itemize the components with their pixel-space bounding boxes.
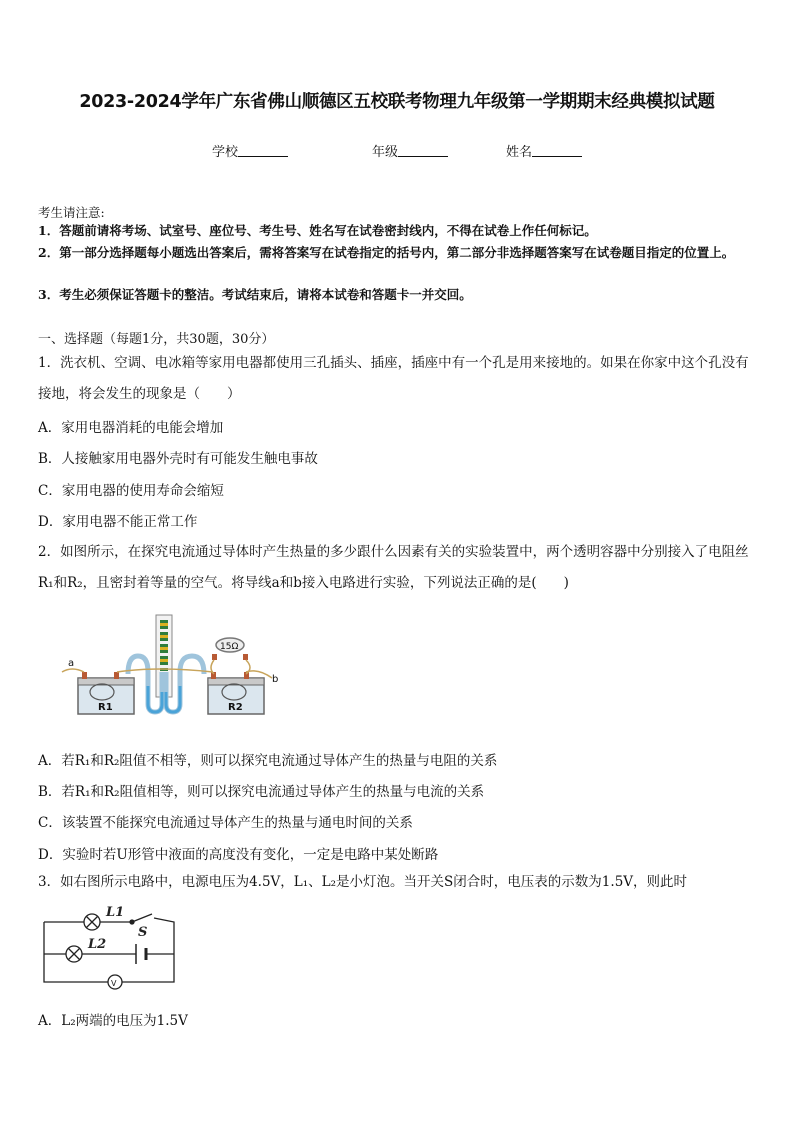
notice-heading: 考生请注意: [38,205,105,220]
grade-blank[interactable] [398,144,448,157]
notice-item-2: 2．第一部分选择题每小题选出答案后，需将答案写在试卷指定的括号内，第二部分非选择题答案写在试卷题目指定的位置上。 [38,245,735,260]
school-blank[interactable] [238,144,288,157]
question-2-option-c[interactable]: C．该装置不能探究电流通过导体产生的热量与通电时间的关系 [38,815,413,831]
question-1-stem: 1．洗衣机、空调、电冰箱等家用电器都使用三孔插头、插座，插座中有一个孔是用来接地的。如果在你家中这个孔没有接地，将会发生的现象是（ ） [38,355,749,402]
name-field[interactable] [506,141,582,160]
joule-heating-apparatus-figure [58,612,290,720]
question-2-stem: 2．如图所示，在探究电流通过导体时产生热量的多少跟什么因素有关的实验装置中，两个透明容器中分别接入了电阻丝R₁和R₂，且密封着等量的空气。将导线a和b接入电路进行实验，下列说法正确的是( ) [38,544,749,591]
question-1-option-c[interactable]: C．家用电器的使用寿命会缩短 [38,483,224,499]
question-1-option-b[interactable]: B．人接触家用电器外壳时有可能发生触电事故 [38,451,318,467]
wire-a-label: a [68,658,75,669]
question-2-option-b[interactable]: B．若R₁和R₂阻值相等，则可以探究电流通过导体产生的热量与电流的关系 [38,784,485,800]
series-circuit-figure [38,904,180,996]
voltmeter-label: V [111,979,117,988]
section-heading: 一、选择题（每题1分，共30题，30分） [38,332,275,347]
school-label: 学校 [212,145,239,160]
page-title: 2023-2024学年广东省佛山顺德区五校联考物理九年级第一学期期末经典模拟试题 [79,92,715,112]
resistor-r1-label: R1 [98,702,113,713]
question-2-option-a[interactable]: A．若R₁和R₂阻值不相等，则可以探究电流通过导体产生的热量与电阻的关系 [38,753,498,769]
grade-label: 年级 [372,145,399,160]
notice-item-3: 3．考生必须保证答题卡的整洁。考试结束后，请将本试卷和答题卡一并交回。 [38,287,472,302]
wire-b-label: b [272,674,279,685]
extra-resistor-label: 15Ω [220,642,239,652]
lamp-l2-label: L2 [88,937,107,952]
resistor-r2-label: R2 [228,702,243,713]
question-3-stem: 3．如右图所示电路中，电源电压为4.5V，L₁、L₂是小灯泡。当开关S闭合时，电压表的示数为1.5V，则此时 [38,874,688,890]
school-field[interactable] [212,141,288,160]
lamp-l1-label: L1 [106,905,125,920]
question-2-option-d[interactable]: D．实验时若U形管中液面的高度没有变化，一定是电路中某处断路 [38,847,439,863]
question-1-option-d[interactable]: D．家用电器不能正常工作 [38,514,198,530]
name-label: 姓名 [506,145,533,160]
question-1-option-a[interactable]: A．家用电器消耗的电能会增加 [38,420,224,436]
notice-item-1: 1．答题前请将考场、试室号、座位号、考生号、姓名写在试卷密封线内，不得在试卷上作任何标记。 [38,223,597,238]
switch-s-label: S [138,925,148,940]
question-3-option-a[interactable]: A．L₂两端的电压为1.5V [38,1013,188,1029]
name-blank[interactable] [532,144,582,157]
grade-field[interactable] [372,141,448,160]
